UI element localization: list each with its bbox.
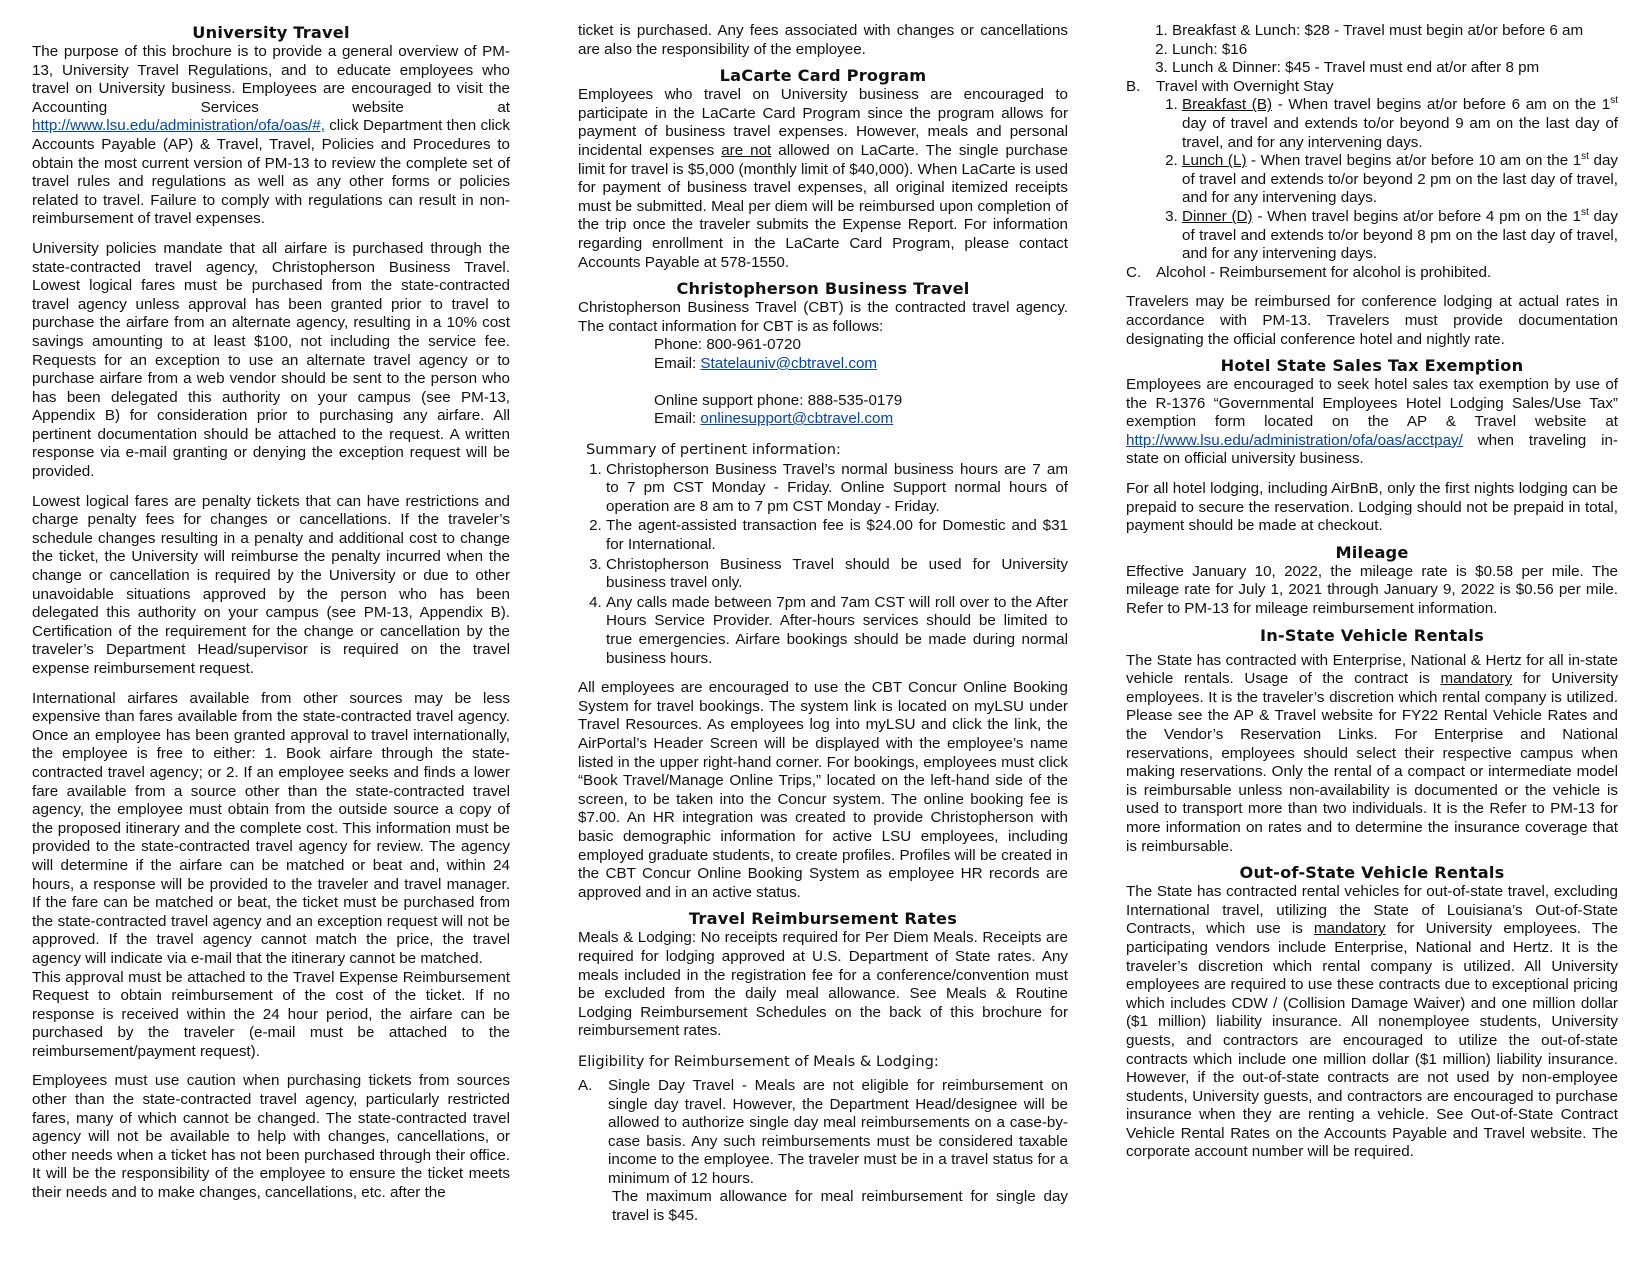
lacarte-paragraph: Employees who travel on University business are encouraged to participate in the LaCarte Card Program since the program allows for payment of business travel expenses. However, meals and personal incidental expenses are not allowed on LaCarte. The single purchase limit for travel is $5,000 (monthly limit of $40,000). When LaCarte is used for payment of business travel expenses, all original itemized receipts must be submitted. Meal per diem will be reimbursed upon completion of the trip once the traveler submits the Expense Report. For information regarding enrollment in the LaCarte Card Program, please contact Accounts Payable at 578-1550.: [578, 86, 1068, 271]
penalty-fares-paragraph: Lowest logical fares are penalty tickets that can have restrictions and charge penalty fees for changes or cancellations. If the traveler’s schedule changes resulting in a penalty and additional cost to change the ticket, the University will reimburse the penalty incurred when the change or cancellation is required by the University or due to other unavoidable situations approved by the person who has been delegated this authority on your campus (see PM-13, Appendix B). Certification of the requirement for the change or cancellation by the traveler’s Department Head/supervisor is required on the travel expense reimbursement request.: [32, 492, 510, 677]
out-of-state-rentals-heading: Out-of-State Vehicle Rentals: [1239, 863, 1505, 883]
mileage-heading: Mileage: [1335, 542, 1409, 562]
intro-paragraph: The purpose of this brochure is to provide a general overview of PM-13, University Travel Regulations, and to educate employees who travel on University business. Employees are encouraged to visit the Accounting Services website at http://www.lsu.edu/administration/ofa/oas/#, click Department then click Accounts Payable (AP) & Travel, Travel, Policies and Procedures to obtain the most current version of PM-13 to review the complete set of travel rules and regulations as well as any other forms or policies related to travel. Failure to comply with regulations can result in non-reimbursement of travel expenses.: [32, 43, 510, 228]
list-item: 2. Lunch: $16: [1172, 41, 1618, 60]
airbnb-paragraph: For all hotel lodging, including AirBnB, only the first nights lodging can be prepaid to secure the reservation. Lodging should not be prepaid in total, payment should be made at checkout.: [1126, 480, 1618, 535]
list-item: 1. Breakfast & Lunch: $28 - Travel must begin at/or before 6 am: [1172, 22, 1618, 41]
list-item: 3. Lunch & Dinner: $45 - Travel must end at/or after 8 pm: [1172, 59, 1618, 78]
reimbursement-rates-heading: Travel Reimbursement Rates: [688, 909, 958, 929]
cbt-heading: Christopherson Business Travel: [676, 279, 970, 299]
summary-heading: Summary of pertinent information:: [586, 440, 841, 458]
hotel-tax-paragraph: Employees are encouraged to seek hotel sales tax exemption by use of the R-1376 “Governmental Employees Hotel Lodging Sales/Use Tax” exemption form located on the AP & Travel website at http://www.lsu.edu/administration/ofa/oas/acctpay/ when traveling in-state on official university business.: [1126, 376, 1618, 468]
online-support-phone: Online support phone: 888-535-0179: [654, 391, 903, 409]
item-label: A.: [578, 1076, 593, 1094]
cbt-contact-block: [654, 336, 1068, 428]
list-item: 2. Lunch (L) - When travel begins at/or before 10 am on the 1st day of travel and extends to/or beyond 2 pm on the last day of travel, and for any intervening days.: [1182, 152, 1618, 208]
list-item: 1. Breakfast (B) - When travel begins at/or before 6 am on the 1st day of travel and extends to/or beyond 9 am on the last day of travel, and for any intervening days.: [1182, 96, 1618, 152]
online-support-email-link[interactable]: onlinesupport@cbtravel.com: [700, 410, 894, 428]
lacarte-heading: LaCarte Card Program: [719, 66, 927, 86]
list-item: 3. Christopherson Business Travel should be used for University business travel only.: [606, 556, 1068, 593]
caution-paragraph: Employees must use caution when purchasing tickets from sources other than the state-contracted travel agency, particularly restricted fares, many of which cannot be changed. The state-contracted travel agency will not be available to help with changes, cancellations, or other needs when a ticket has not been purchased through their office. It will be the responsibility of the employee to ensure the ticket meets their needs and to make changes, cancellations, etc. after the: [32, 1072, 510, 1202]
continued-paragraph: ticket is purchased. Any fees associated with changes or cancellations are also the responsibility of the employee.: [578, 22, 1068, 58]
cbt-intro: Christopherson Business Travel (CBT) is the contracted travel agency. The contact information for CBT is as follows:: [578, 299, 1068, 335]
overnight-meal-rules: [1126, 96, 1618, 263]
list-item: 1. Christopherson Business Travel’s normal business hours are 7 am to 7 pm CST Monday - Friday. Online Support normal hours of operation are 8 am to 7 pm CST Monday - Friday.: [606, 461, 1068, 517]
overnight-travel-item: B. Travel with Overnight Stay: [1126, 77, 1334, 95]
university-travel-heading: University Travel: [192, 23, 350, 42]
hotel-tax-heading: Hotel State Sales Tax Exemption: [1220, 356, 1524, 376]
single-day-meal-rates: [1126, 22, 1618, 78]
cbt-phone: Phone: 800-961-0720: [654, 336, 801, 354]
accounting-services-link[interactable]: http://www.lsu.edu/administration/ofa/oas/#,: [32, 117, 325, 135]
list-item: 2. The agent-assisted transaction fee is $24.00 for Domestic and $31 for International.: [606, 517, 1068, 554]
list-item: 3. Dinner (D) - When travel begins at/or before 4 pm on the 1st day of travel and extends to/or beyond 8 pm on the last day of travel, and for any intervening days.: [1182, 208, 1618, 264]
meals-lodging-paragraph: Meals & Lodging: No receipts required for Per Diem Meals. Receipts are required for lodging approved at U.S. Department of State rates. Any meals included in the registration fee for a conference/convention must be excluded from the daily meal allowance. See Meals & Routine Lodging Reimbursement Schedules on the back of this brochure for reimbursement rates.: [578, 929, 1068, 1040]
conference-lodging-paragraph: Travelers may be reimbursed for conference lodging at actual rates in accordance with PM-13. Travelers must provide documentation designating the official conference hotel and nightly rate.: [1126, 293, 1618, 348]
in-state-rentals-paragraph: The State has contracted with Enterprise, National & Hertz for all in-state vehicle rentals. Usage of the contract is mandatory for University employees. It is the traveler’s discretion which rental company is utilized. Please see the AP & Travel website for FY22 Rental Vehicle Rates and the Vendor’s Reservation Links. For Enterprise and National reservations, employees should select their respective campus when making reservations. Only the rental of a compact or intermediate model is reimbursable unless non-availability is documented or the vehicle is used to transport more than two individuals. It is the Refer to PM-13 for more information on rates and to determine the insurance coverage that is reimbursable.: [1126, 651, 1618, 855]
column-2: [578, 22, 1068, 1226]
list-item: 4. Any calls made between 7pm and 7am CST will roll over to the After Hours Service Provider. After-hours services should be limited to true emergencies. Airfare bookings should be made during normal business hours.: [606, 594, 1068, 668]
in-state-rentals-heading: In-State Vehicle Rentals: [1259, 625, 1484, 645]
mileage-paragraph: Effective January 10, 2022, the mileage rate is $0.58 per mile. The mileage rate for July 1, 2021 through January 9, 2022 is $0.56 per mile. Refer to PM-13 for mileage reimbursement information.: [1126, 562, 1618, 618]
eligibility-heading: Eligibility for Reimbursement of Meals & Lodging:: [578, 1052, 939, 1070]
online-support-email-line: Email: onlinesupport@cbtravel.com: [654, 410, 894, 428]
approval-paragraph: This approval must be attached to the Travel Expense Reimbursement Request to obtain reimbursement of the cost of the ticket. If no response is received within the 24 hour period, the airfare can be purchased by the traveler (e-mail must be attached to the reimbursement/payment request).: [32, 968, 510, 1060]
acctpay-link[interactable]: http://www.lsu.edu/administration/ofa/oas/acctpay/: [1126, 431, 1463, 449]
cbt-email-link[interactable]: Statelauniv@cbtravel.com: [700, 354, 878, 372]
item-text: Single Day Travel - Meals are not eligible for reimbursement on single day travel. However, the Department Head/designee will be allowed to authorize single day meal reimbursements on a case-by-case basis. Any such reimbursements must be considered taxable income to the employee. The traveler must be in a travel status for a minimum of 12 hours.: [608, 1076, 1068, 1187]
single-day-travel-item: [578, 1077, 1068, 1189]
column-1: [32, 22, 510, 1203]
out-of-state-rentals-paragraph: The State has contracted rental vehicles for out-of-state travel, excluding International travel, utilizing the State of Louisiana’s Out-of-State Contracts, which use is mandatory for University employees. The participating vendors include Enterprise, National and Hertz. It is the traveler’s discretion which rental company is utilized. All University employees are required to use these contracts due to exceptional pricing which includes CDW / (Collision Damage Waiver) and one million dollar ($1 million) liability insurance. All nonemployee students, University guests, and contractors are encouraged to utilize the out-of-state contracts which include one million dollar ($1 million) liability insurance. However, if the out-of-state contracts are not used by non-employee students, University guests, and contractors are encouraged to purchase insurance when they are renting a vehicle. See Out-of-State Contract Vehicle Rental Rates on the Accounts Payable and Travel website. The corporate account number will be required.: [1126, 883, 1618, 1161]
column-3: [1126, 22, 1618, 1162]
alcohol-item: C. Alcohol - Reimbursement for alcohol is prohibited.: [1126, 263, 1492, 281]
airfare-policy-paragraph: University policies mandate that all airfare is purchased through the state-contracted travel agency, Christopherson Business Travel. Lowest logical fares must be purchased from the state-contracted travel agency unless approval has been granted prior to travel to purchase the airfare from an alternate agency, resulting in a 10% cost savings amounting to at least $100, not including the service fee. Requests for an exception to use an alternate travel agency or to purchase airfare from a web vendor should be sent to the person who has been delegated this authority on your campus (see PM-13, Appendix B) for consideration prior to purchasing any airfare. All pertinent documentation should be attached to the request. A written response via e-mail granting or denying the exception request will be provided.: [32, 239, 510, 481]
international-airfare-paragraph: International airfares available from other sources may be less expensive than fares available from the state-contracted travel agency. Once an employee has been granted approval to travel internationally, the employee is free to either: 1. Book airfare through the state-contracted travel agency; or 2. If an employee seeks and finds a lower fare available from a source other than the state-contracted travel agency, the employee must obtain from the outside source a copy of the proposed itinerary and the complete cost. This information must be provided to the state-contracted travel agency for review. The agency will determine if the airfare can be matched or beat and, within 24 hours, a response will be provided to the traveler and travel manager. If the fare can be matched or beat, the ticket must be purchased from the state-contracted travel agency and an exception request will not be approved. If the travel agency cannot match the price, the travel agency will indicate via e-mail that the itinerary cannot be matched.: [32, 689, 510, 967]
concur-paragraph: All employees are encouraged to use the CBT Concur Online Booking System for travel bookings. The system link is located on myLSU under Travel Resources. As employees log into myLSU and click the link, the AirPortal’s Header Screen will be displayed with the employee’s name listed in the upper right-hand corner. For bookings, employees must click “Book Travel/Manage Online Trips,” located on the left-hand side of the screen, to be taken into the Concur system. The online booking fee is $7.00. An HR integration was created to provide Christopherson with basic demographic information for active LSU employees, including employed graduate students, to create profiles. Profiles will be created in the CBT Concur Online Booking System as employee HR records are approved and in an active status.: [578, 679, 1068, 901]
cbt-email-line: Email: Statelauniv@cbtravel.com: [654, 354, 878, 372]
single-day-max-note: The maximum allowance for meal reimbursement for single day travel is $45.: [612, 1188, 1068, 1225]
summary-list: [578, 461, 1068, 669]
